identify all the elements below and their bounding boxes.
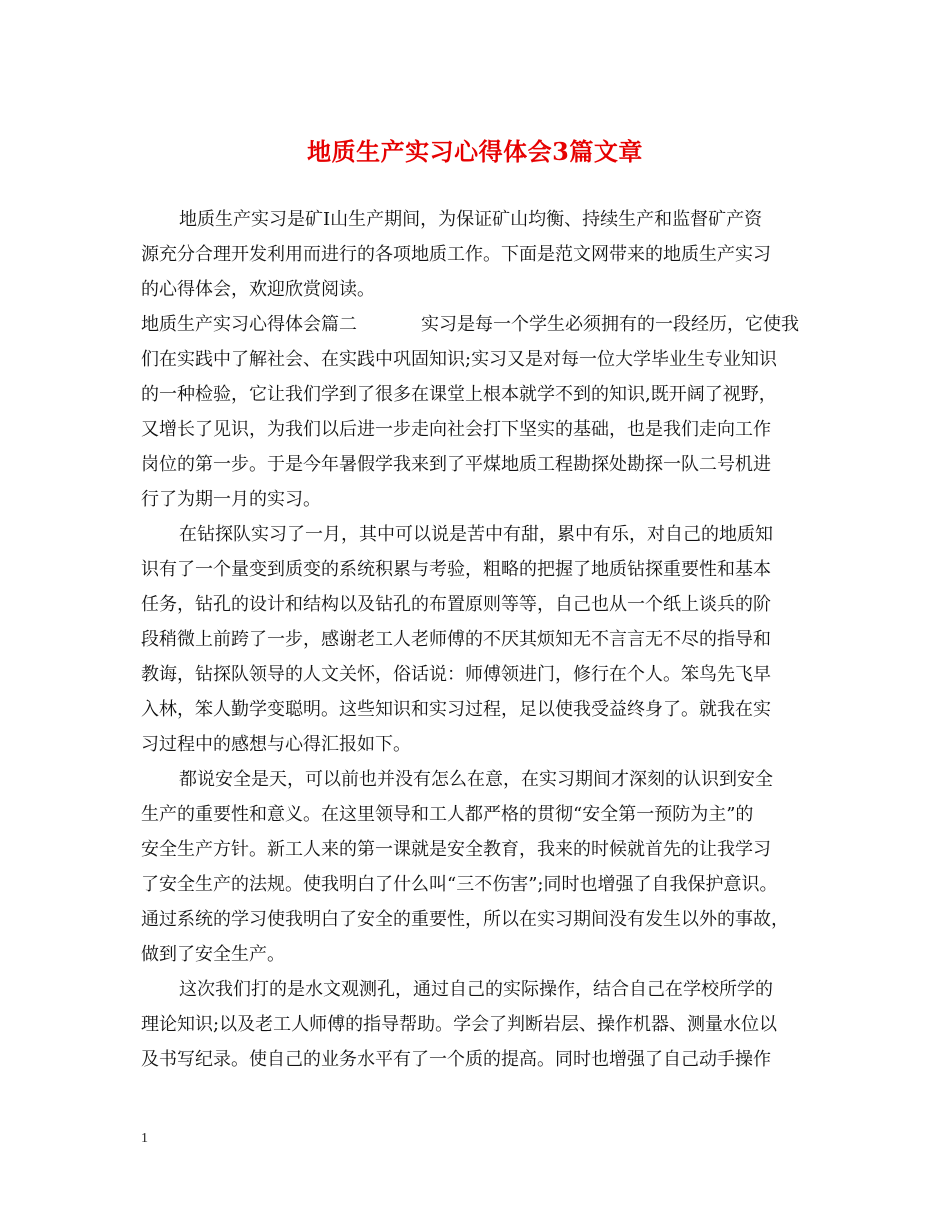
paragraph-line: 教诲，钻探队领导的人文关怀，俗话说：师傅领进门，修行在个人。笨鸟先飞早: [141, 664, 771, 685]
paragraph-line: 在钻探队实习了一月，其中可以说是苦中有甜，累中有乐，对自己的地质知: [179, 524, 773, 545]
paragraph-line: 源充分合理开发利用而进行的各项地质工作。下面是范文网带来的地质生产实习: [141, 244, 771, 265]
paragraph-line: 生产的重要性和意义。在这里领导和工人都严格的贯彻“安全第一预防为主”的: [141, 804, 754, 825]
document-body: [141, 202, 813, 1077]
paragraph-line: 任务，钻孔的设计和结构以及钻孔的布置原则等等，自己也从一个纸上谈兵的阶: [141, 594, 771, 615]
paragraph-line: 通过系统的学习使我明白了安全的重要性，所以在实习期间没有发生以外的事故，: [141, 909, 789, 930]
paragraph-line: 习过程中的感想与心得汇报如下。: [141, 734, 411, 755]
paragraph-line: 做到了安全生产。: [141, 944, 285, 965]
paragraph-line: 的心得体会，欢迎欣赏阅读。: [141, 279, 375, 300]
document-title: 地质生产实习心得体会3篇文章: [307, 137, 643, 166]
section-line: [141, 307, 813, 342]
paragraph-line: 安全生产方针。新工人来的第一课就是安全教育，我来的时候就首先的让我学习: [141, 839, 771, 860]
paragraph-line: 及书写纪录。使自己的业务水平有了一个质的提高。同时也增强了自己动手操作: [141, 1049, 771, 1070]
paragraph-line: 行了为期一月的实习。: [141, 489, 321, 510]
paragraph-line: 们在实践中了解社会、在实践中巩固知识;实习又是对每一位大学毕业生专业知识: [141, 349, 778, 370]
paragraph-line: 的一种检验，它让我们学到了很多在课堂上根本就学不到的知识,既开阔了视野，: [141, 384, 777, 405]
paragraph-line: 理论知识;以及老工人师傅的指导帮助。学会了判断岩层、操作机器、测量水位以: [141, 1014, 778, 1035]
paragraph-line: 岗位的第一步。于是今年暑假学我来到了平煤地质工程勘探处勘探一队二号机进: [141, 454, 771, 475]
paragraph-line: 这次我们打的是水文观测孔，通过自己的实际操作，结合自己在学校所学的: [179, 979, 773, 1000]
section-title: 地质生产实习心得体会篇二: [141, 314, 357, 335]
paragraph-line: 了安全生产的法规。使我明白了什么叫“三不伤害”;同时也增强了自我保护意识。: [141, 874, 778, 895]
paragraph-line: 段稍微上前跨了一步，感谢老工人老师傅的不厌其烦知无不言言无不尽的指导和: [141, 629, 771, 650]
paragraph-line: 识有了一个量变到质变的系统积累与考验，粗略的把握了地质钻探重要性和基本: [141, 559, 771, 580]
paragraph-line: 都说安全是天，可以前也并没有怎么在意，在实习期间才深刻的认识到安全: [179, 769, 773, 790]
paragraph-line: 地质生产实习是矿Ⅰ山生产期间，为保证矿山均衡、持续生产和监督矿产资: [179, 209, 763, 230]
paragraph-line: 实习是每一个学生必须拥有的一段经历，它使我: [421, 314, 799, 335]
paragraph-line: 又增长了见识，为我们以后进一步走向社会打下坚实的基础，也是我们走向工作: [141, 419, 771, 440]
page-number: 1: [141, 1131, 148, 1146]
paragraph-line: 入林，笨人勤学变聪明。这些知识和实习过程，足以使我受益终身了。就我在实: [141, 699, 771, 720]
